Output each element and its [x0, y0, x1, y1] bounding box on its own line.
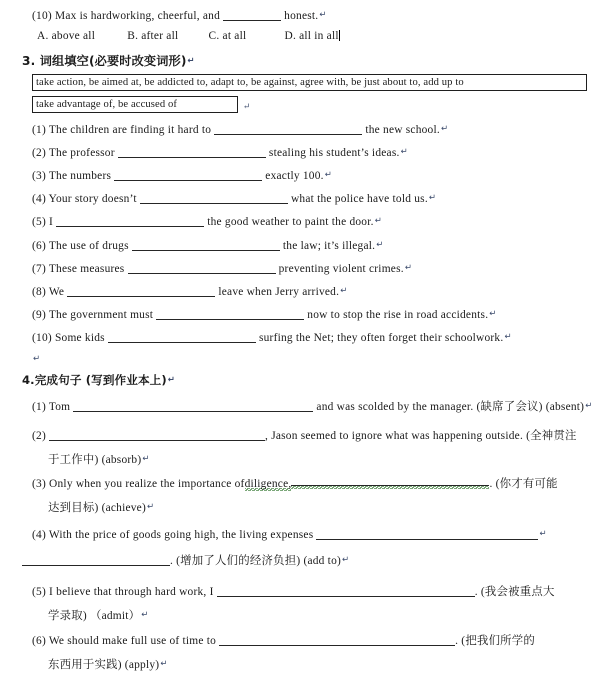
s3-item-7-before: These measures [48, 263, 125, 275]
option-d-text: all in all [299, 30, 339, 42]
s3-item-9-after: now to stop the rise in road accidents. [307, 309, 489, 321]
s3-item-1-blank[interactable] [214, 124, 362, 135]
s3-item-4-blank[interactable] [140, 193, 288, 204]
s4-item-6 [32, 634, 535, 648]
s4-item-5-cont: 学录取) （admit） [48, 610, 141, 622]
s4-item-1-after: and was scolded by the manager. (缺席了会议) (absent) [316, 401, 585, 413]
section-3-note: (必要时改变词形) [88, 54, 187, 68]
s4-item-1-before: Tom [48, 401, 71, 413]
paragraph-mark: ↵ [428, 193, 437, 203]
s3-item-3-after: exactly 100. [265, 170, 324, 182]
paragraph-mark: ↵ [400, 147, 408, 157]
option-a-text: above all [51, 30, 96, 42]
s4-item-4-before: With the price of goods going high, the living expenses [48, 529, 314, 541]
s4-item-6-before: We should make full use of time to [48, 635, 217, 647]
s3-item-7-after: preventing violent crimes. [278, 263, 404, 275]
s3-item-2-number: (2) [32, 147, 46, 159]
s4-item-2-cont: 于工作中) (absorb) [48, 454, 142, 466]
s4-item-2 [32, 429, 577, 443]
s4-item-3-continuation [48, 500, 154, 515]
section-3-title: 词组填空 [39, 54, 89, 68]
s4-item-2-blank[interactable] [49, 430, 265, 441]
s3-item-8 [32, 284, 348, 299]
paragraph-mark: ↵ [167, 375, 176, 385]
s3-item-9 [32, 307, 497, 322]
s4-item-3-number: (3) [32, 478, 46, 490]
s3-item-6-number: (6) [32, 240, 46, 252]
s4-item-4 [32, 527, 547, 542]
paragraph-mark: ↵ [504, 332, 512, 342]
question-10-text-before: Max is hardworking, cheerful, and [54, 10, 221, 22]
paragraph-mark: ↵ [376, 240, 384, 250]
section-4-title: 完成句子 [34, 373, 82, 387]
question-10-blank[interactable] [223, 10, 281, 21]
s3-item-4-after: what the police have told us. [290, 193, 428, 205]
question-10-text-after: honest. [284, 10, 319, 22]
s4-item-4-blank-cont[interactable] [22, 555, 170, 566]
s4-item-1-blank[interactable] [73, 401, 313, 412]
s4-item-6-number: (6) [32, 635, 46, 647]
section-4-note: (写到作业本上) [85, 373, 167, 387]
s3-item-10 [32, 330, 512, 345]
s3-item-3-blank[interactable] [114, 170, 262, 181]
option-d-label: D. [284, 30, 297, 42]
s4-item-2-continuation [48, 452, 150, 467]
s3-item-10-number: (10) [32, 332, 52, 344]
paragraph-mark: ↵ [324, 170, 333, 180]
phrase-bank-row-1: take action, be aimed at, be addicted to, adapt to, be against, agree with, be just about to, add up to [32, 74, 587, 91]
s3-item-3 [32, 168, 332, 183]
s4-item-3 [32, 477, 558, 491]
s4-item-6-blank[interactable] [219, 635, 455, 646]
option-b-label: B. [127, 30, 139, 42]
s3-item-2 [32, 145, 408, 160]
s3-item-6-after: the law; it’s illegal. [282, 240, 376, 252]
s3-item-7-number: (7) [32, 263, 46, 275]
paragraph-mark: ↵ [160, 659, 168, 669]
s3-item-9-blank[interactable] [156, 309, 304, 320]
s4-item-5-blank[interactable] [217, 586, 475, 597]
s3-item-4-number: (4) [32, 193, 46, 205]
s3-item-2-after: stealing his student’s ideas. [268, 147, 400, 159]
option-a[interactable] [37, 30, 95, 42]
s4-item-5 [32, 585, 555, 599]
option-a-label: A. [37, 30, 49, 42]
s4-item-3-spellchecked-word: diligence, [244, 478, 292, 490]
option-c[interactable] [209, 30, 247, 42]
s3-item-5-before: I [49, 216, 54, 228]
s4-item-5-after: . (我会被重点大 [474, 586, 555, 598]
text-cursor [339, 30, 340, 41]
s4-item-2-after: , Jason seemed to ignore what was happening outside. (全神贯注 [265, 430, 577, 442]
s3-item-4-before: Your story doesn’t [48, 193, 137, 205]
s3-item-5-after: the good weather to paint the door. [207, 216, 374, 228]
paragraph-mark: ↵ [539, 529, 547, 539]
option-b[interactable] [127, 30, 178, 42]
s4-item-2-number: (2) [32, 430, 46, 442]
s3-item-6 [32, 238, 384, 253]
s3-item-4 [32, 191, 436, 206]
s3-item-7-blank[interactable] [128, 263, 276, 274]
s3-item-6-before: The use of drugs [48, 240, 129, 252]
s3-item-5-blank[interactable] [56, 216, 204, 227]
s3-item-10-before: Some kids [54, 332, 105, 344]
s3-item-8-before: We [48, 286, 65, 298]
s4-item-3-cont: 达到目标) (achieve) [48, 502, 146, 514]
s4-item-4-blank[interactable] [316, 529, 538, 540]
paragraph-mark: ↵ [585, 401, 593, 411]
s4-item-6-cont: 东西用于实践) (apply) [48, 659, 160, 671]
s4-item-3-blank[interactable] [291, 479, 489, 489]
s3-item-1-number: (1) [32, 124, 46, 136]
paragraph-mark: ↵ [440, 124, 449, 134]
s3-item-3-number: (3) [32, 170, 46, 182]
s4-item-5-continuation [48, 608, 149, 623]
paragraph-mark: ↵ [374, 216, 383, 226]
s3-item-5 [32, 214, 382, 229]
empty-paragraph [32, 352, 40, 367]
paragraph-mark: ↵ [404, 263, 413, 273]
paragraph-mark: ↵ [141, 610, 149, 620]
paragraph-mark: ↵ [147, 502, 155, 512]
question-10-stem [32, 8, 327, 23]
s3-item-7 [32, 261, 412, 276]
s3-item-3-before: The numbers [48, 170, 112, 182]
s4-item-3-before: Only when you realize the importance of [49, 478, 245, 490]
paragraph-mark: ↵ [243, 101, 251, 111]
s4-item-5-number: (5) [32, 586, 46, 598]
paragraph-mark: ↵ [342, 555, 350, 565]
s3-item-8-after: leave when Jerry arrived. [218, 286, 340, 298]
s3-item-8-number: (8) [32, 286, 46, 298]
s3-item-2-before: The professor [48, 147, 115, 159]
section-4-number: 4. [22, 373, 35, 387]
s4-item-4-continuation [22, 553, 349, 568]
s3-item-1 [32, 122, 448, 137]
paragraph-mark: ↵ [33, 354, 41, 364]
option-c-label: C. [208, 30, 220, 42]
paragraph-mark: ↵ [187, 56, 195, 66]
s4-item-4-cont-after: . (增加了人们的经济负担) (add to) [170, 555, 342, 567]
paragraph-mark: ↵ [489, 309, 497, 319]
option-d[interactable] [285, 30, 339, 42]
s4-item-5-before: I believe that through hard work, I [49, 586, 214, 598]
section-3-number: 3. [22, 54, 36, 68]
paragraph-mark: ↵ [340, 286, 348, 296]
s3-item-8-blank[interactable] [67, 286, 215, 297]
s3-item-6-blank[interactable] [132, 240, 280, 251]
s4-item-6-continuation [48, 657, 168, 672]
s3-item-9-before: The government must [48, 309, 154, 321]
option-b-text: after all [141, 30, 179, 42]
section-4-heading [22, 372, 175, 388]
s4-item-1 [32, 399, 593, 414]
option-c-text: at all [222, 30, 247, 42]
s3-item-10-blank[interactable] [108, 332, 256, 343]
paragraph-mark: ↵ [142, 454, 150, 464]
question-10-options [37, 29, 340, 43]
s4-item-4-number: (4) [32, 529, 46, 541]
phrase-bank-row-2: take advantage of, be accused of [32, 96, 238, 113]
question-10-number: (10) [32, 10, 52, 22]
s4-item-6-after: . (把我们所学的 [455, 635, 536, 647]
s3-item-9-number: (9) [32, 309, 46, 321]
s4-item-1-number: (1) [32, 401, 46, 413]
section-3-heading [22, 52, 195, 69]
s3-item-10-after: surfing the Net; they often forget their schoolwork. [258, 332, 504, 344]
s3-item-2-blank[interactable] [118, 147, 266, 158]
s4-item-3-after: . (你才有可能 [489, 478, 558, 490]
s3-item-1-after: the new school. [365, 124, 440, 136]
s3-item-5-number: (5) [32, 216, 46, 228]
s3-item-1-before: The children are finding it hard to [48, 124, 212, 136]
paragraph-mark: ↵ [319, 10, 327, 20]
